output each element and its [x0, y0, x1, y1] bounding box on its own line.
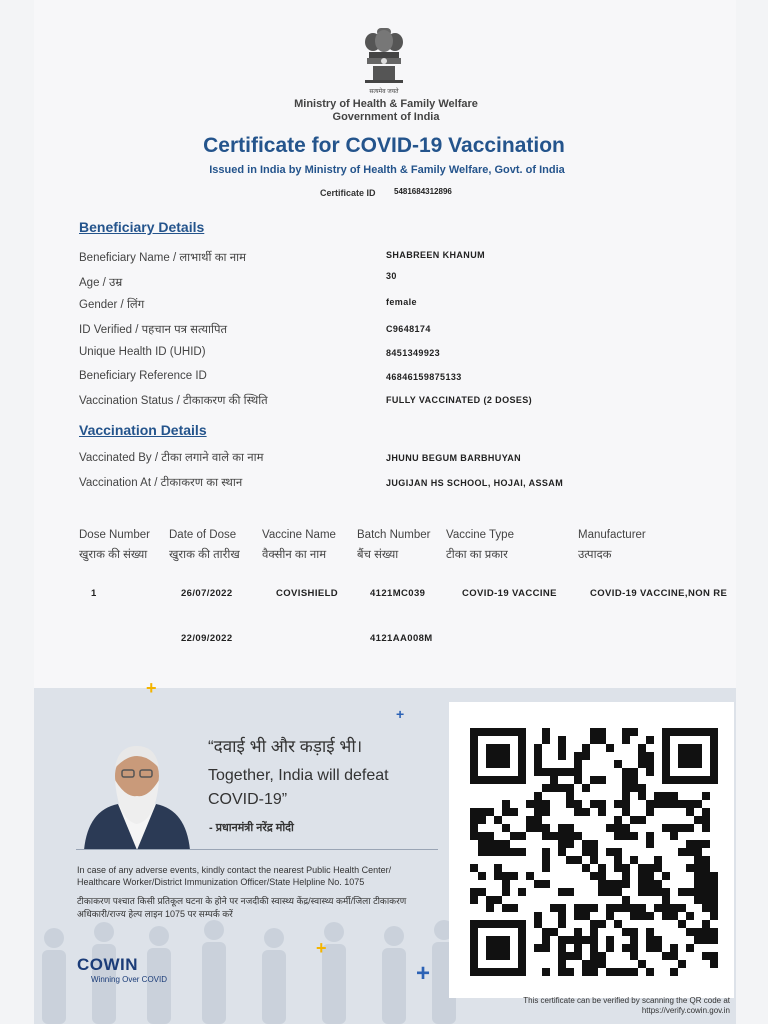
vaccinated-by-value: JHUNU BEGUM BARBHUYAN [386, 453, 522, 463]
plus-icon: + [316, 938, 327, 958]
uhid-label: Unique Health ID (UHID) [79, 346, 206, 358]
header-vaccine-name: Vaccine Name [262, 529, 336, 541]
ministry-name [0, 98, 768, 124]
beneficiary-name-label: Beneficiary Name / लाभार्थी का नाम [79, 252, 246, 264]
dose-1-batch: 4121MC039 [370, 588, 426, 599]
issued-by: Issued in India by Ministry of Health & Family Welfare, Govt. of India [209, 164, 565, 176]
uhid-value: 8451349923 [386, 348, 441, 358]
header-dose-number: Dose Number [79, 529, 150, 541]
state-emblem-icon [363, 26, 405, 88]
dose-2-batch: 4121AA008M [370, 633, 433, 644]
vaccination-status-value: FULLY VACCINATED (2 DOSES) [386, 395, 533, 405]
banner-divider [76, 849, 438, 850]
ministry-line: Ministry of Health & Family Welfare [294, 98, 478, 110]
quote-english: Together, India will defeat COVID-19” [208, 767, 389, 808]
plus-icon: + [416, 960, 431, 987]
header-batch-number: Batch Number [357, 529, 431, 541]
header-vaccine-name-hi: वैक्सीन का नाम [262, 549, 327, 561]
dose-2-date: 22/09/2022 [181, 633, 233, 644]
plus-icon: + [396, 706, 405, 722]
gender-value: female [386, 297, 417, 307]
header-manufacturer-hi: उत्पादक [578, 549, 612, 561]
header-vaccine-type-hi: टीका का प्रकार [446, 549, 508, 561]
age-value: 30 [386, 271, 397, 281]
qr-code-icon [470, 723, 718, 981]
government-line: Government of India [332, 111, 440, 123]
certificate-title: Certificate for COVID-19 Vaccination [203, 134, 565, 157]
beneficiary-reference-label: Beneficiary Reference ID [79, 370, 207, 382]
beneficiary-reference-value: 46846159875133 [386, 372, 462, 382]
header-vaccine-type: Vaccine Type [446, 529, 514, 541]
quote-hindi: “दवाई भी और कड़ाई भी। [208, 737, 363, 756]
verify-note: This certificate can be verified by scanning the QR code at https://verify.cowin.gov.in [523, 996, 730, 1015]
dose-1-manufacturer: COVID-19 VACCINE,NON RE [590, 588, 728, 599]
certificate-id-label: Certificate ID [320, 188, 376, 198]
header-batch-number-hi: बैंच संख्या [357, 549, 399, 561]
dose-1-date: 26/07/2022 [181, 588, 233, 599]
vaccination-status-label: Vaccination Status / टीकाकरण की स्थिति [79, 395, 268, 407]
dose-1-type: COVID-19 VACCINE [462, 588, 557, 599]
header-date-of-dose-hi: खुराक की तारीख [169, 549, 240, 561]
adverse-events-english: In case of any adverse events, kindly contact the nearest Public Health Center/ Healthcare Worker/District Immunization Officer/State Helpline No. 1075 [77, 865, 392, 887]
vaccination-at-value: JUGIJAN HS SCHOOL, HOJAI, ASSAM [386, 478, 564, 488]
quote-attribution: - प्रधानमंत्री नरेंद्र मोदी [209, 822, 294, 834]
beneficiary-details-title: Beneficiary Details [79, 219, 205, 235]
emblem-motto: सत्यमेव जयते [369, 89, 399, 95]
vaccinated-by-label: Vaccinated By / टीका लगाने वाले का नाम [79, 452, 264, 464]
age-label: Age / उम्र [79, 277, 123, 289]
certificate-id-value: 5481684312896 [394, 187, 452, 196]
dose-1-number: 1 [91, 588, 97, 599]
gender-label: Gender / लिंग [79, 299, 145, 311]
pm-portrait-icon [78, 740, 196, 850]
dose-1-vaccine: COVISHIELD [276, 588, 339, 599]
id-verified-value: C9648174 [386, 324, 431, 334]
plus-icon: + [146, 678, 157, 698]
header-date-of-dose: Date of Dose [169, 529, 237, 541]
header-dose-number-hi: खुराक की संख्या [79, 549, 148, 561]
vaccination-at-label: Vaccination At / टीकाकरण का स्थान [79, 477, 243, 489]
vaccination-details-title: Vaccination Details [79, 422, 207, 438]
beneficiary-name-value: SHABREEN KHANUM [386, 250, 486, 260]
cowin-tagline: Winning Over COVID [91, 975, 168, 984]
cowin-logo: COWIN [77, 955, 139, 974]
adverse-events-hindi: टीकाकरण पश्चात किसी प्रतिकूल घटना के होने पर नजदीकी स्वास्थ्य केंद्र/स्वास्थ्य कर्मी/जिला टीकाकरण अधिकारी/राज्य हेल्प लाइन 1075 पर सम्पर्क करें [77, 896, 407, 919]
id-verified-label: ID Verified / पहचान पत्र सत्यापित [79, 324, 228, 336]
header-manufacturer: Manufacturer [578, 529, 646, 541]
